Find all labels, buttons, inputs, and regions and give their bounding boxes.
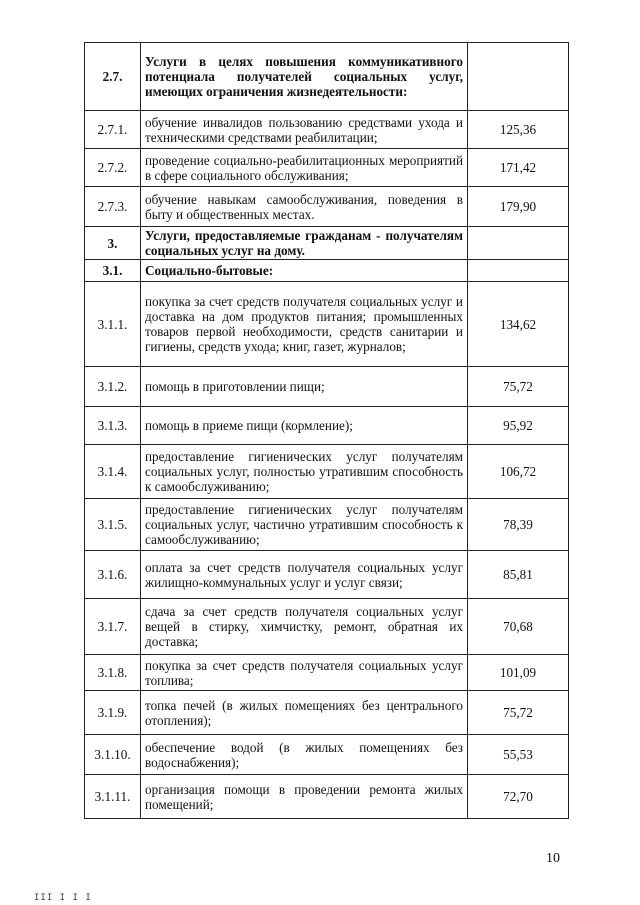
- row-number: 3.1.1.: [85, 282, 141, 367]
- table-row: [85, 445, 569, 499]
- row-price: 179,90: [468, 187, 569, 227]
- table-row: [85, 367, 569, 407]
- row-price: 106,72: [468, 445, 569, 499]
- row-description: Услуги, предоставляемые гражданам - получателям социальных услуг на дому.: [141, 227, 468, 260]
- row-description: помощь в приготовлении пищи;: [141, 367, 468, 407]
- row-number: 3.1.7.: [85, 599, 141, 655]
- row-description: Социально-бытовые:: [141, 260, 468, 282]
- row-number: 3.1.: [85, 260, 141, 282]
- table-row: [85, 499, 569, 551]
- row-description: помощь в приеме пищи (кормление);: [141, 407, 468, 445]
- services-price-table: [84, 42, 569, 819]
- table-row: [85, 551, 569, 599]
- row-description: топка печей (в жилых помещениях без центрального отопления);: [141, 691, 468, 735]
- row-number: 3.1.3.: [85, 407, 141, 445]
- table-row: [85, 691, 569, 735]
- row-number: 2.7.2.: [85, 149, 141, 187]
- row-description: Услуги в целях повышения коммуникативного потенциала получателей социальных услуг, имеющих ограничения жизнедеятельности:: [141, 43, 468, 111]
- row-price: 70,68: [468, 599, 569, 655]
- row-number: 3.1.10.: [85, 735, 141, 775]
- row-price: 125,36: [468, 111, 569, 149]
- table-row: [85, 149, 569, 187]
- row-description: организация помощи в проведении ремонта жилых помещений;: [141, 775, 468, 819]
- row-price: 78,39: [468, 499, 569, 551]
- table-row: [85, 775, 569, 819]
- table-row: [85, 260, 569, 282]
- page-number: 10: [546, 851, 560, 866]
- row-price: [468, 43, 569, 111]
- footer-marks: III I I I: [34, 893, 92, 903]
- table-row: [85, 111, 569, 149]
- row-number: 3.1.2.: [85, 367, 141, 407]
- row-number: 2.7.3.: [85, 187, 141, 227]
- row-price: 85,81: [468, 551, 569, 599]
- row-number: 2.7.: [85, 43, 141, 111]
- row-price: 95,92: [468, 407, 569, 445]
- row-description: покупка за счет средств получателя социальных услуг и доставка на дом продуктов питания; промышленных товаров первой необходимости, средств санитарии и гигиены, средств ухода; книг, газет, журналов;: [141, 282, 468, 367]
- row-number: 3.1.5.: [85, 499, 141, 551]
- row-description: обеспечение водой (в жилых помещениях без водоснабжения);: [141, 735, 468, 775]
- row-price: 134,62: [468, 282, 569, 367]
- row-price: 75,72: [468, 367, 569, 407]
- row-number: 3.1.4.: [85, 445, 141, 499]
- row-price: 72,70: [468, 775, 569, 819]
- row-description: сдача за счет средств получателя социальных услуг вещей в стирку, химчистку, ремонт, обратная их доставка;: [141, 599, 468, 655]
- row-price: 171,42: [468, 149, 569, 187]
- table-row: [85, 282, 569, 367]
- table-row: [85, 655, 569, 691]
- row-description: обучение навыкам самообслуживания, поведения в быту и общественных местах.: [141, 187, 468, 227]
- row-description: предоставление гигиенических услуг получателям социальных услуг, частично утратившим способность к самообслуживанию;: [141, 499, 468, 551]
- table-row: [85, 187, 569, 227]
- row-description: проведение социально-реабилитационных мероприятий в сфере социального обслуживания;: [141, 149, 468, 187]
- table-row: [85, 407, 569, 445]
- row-description: покупка за счет средств получателя социальных услуг топлива;: [141, 655, 468, 691]
- table-row: [85, 599, 569, 655]
- row-description: оплата за счет средств получателя социальных услуг жилищно-коммунальных услуг и услуг связи;: [141, 551, 468, 599]
- table-row: [85, 735, 569, 775]
- row-number: 3.1.6.: [85, 551, 141, 599]
- row-price: [468, 227, 569, 260]
- row-description: предоставление гигиенических услуг получателям социальных услуг, полностью утратившим способность к самообслуживанию;: [141, 445, 468, 499]
- row-price: 55,53: [468, 735, 569, 775]
- row-number: 2.7.1.: [85, 111, 141, 149]
- row-description: обучение инвалидов пользованию средствами ухода и техническими средствами реабилитации;: [141, 111, 468, 149]
- table-row: [85, 227, 569, 260]
- row-number: 3.1.9.: [85, 691, 141, 735]
- row-number: 3.1.8.: [85, 655, 141, 691]
- table-row: [85, 43, 569, 111]
- row-number: 3.: [85, 227, 141, 260]
- row-price: 75,72: [468, 691, 569, 735]
- row-price: [468, 260, 569, 282]
- row-price: 101,09: [468, 655, 569, 691]
- row-number: 3.1.11.: [85, 775, 141, 819]
